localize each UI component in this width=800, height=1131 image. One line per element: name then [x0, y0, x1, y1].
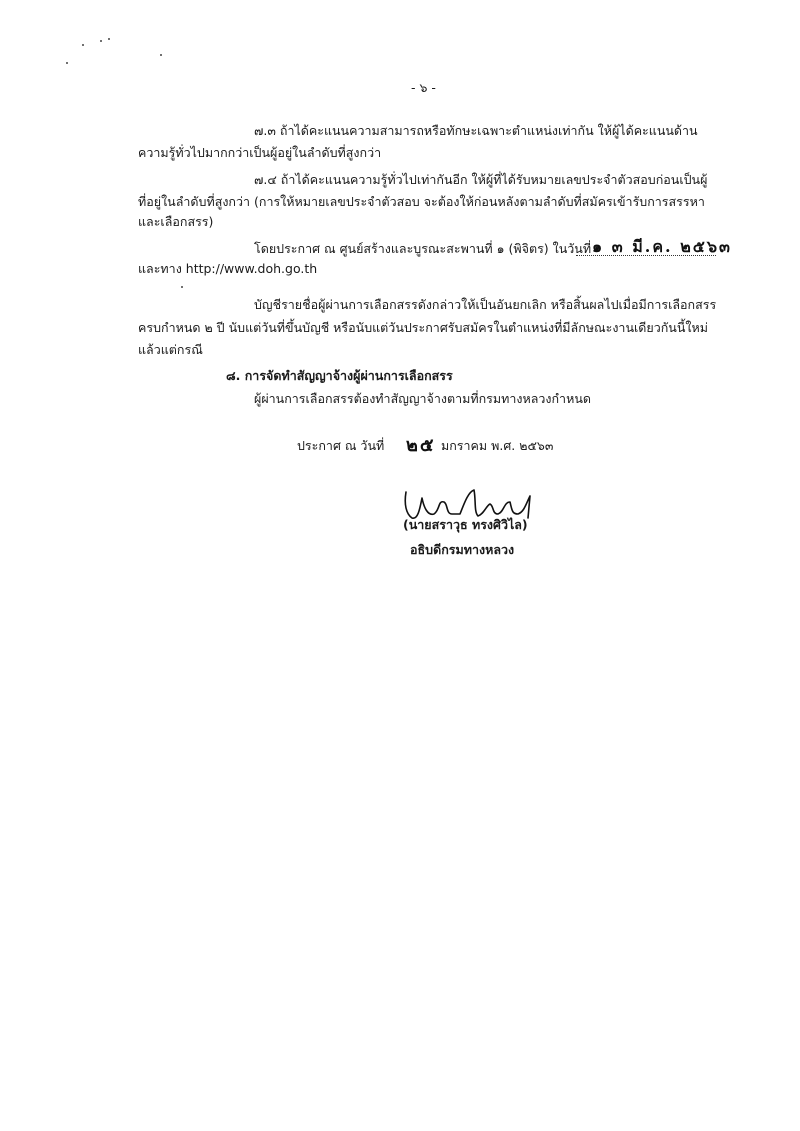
scan-speck — [100, 40, 102, 42]
signatory-name: (นายสราวุธ ทรงศิวิไล) — [403, 517, 528, 532]
dated-suffix: มกราคม พ.ศ. ๒๕๖๓ — [441, 438, 554, 453]
scan-speck — [108, 38, 110, 40]
validity-line1: บัญชีรายชื่อผู้ผ่านการเลือกสรรดังกล่าวให้เป็นอันยกเลิก หรือสิ้นผลไปเมื่อมีการเลือกสรร — [254, 297, 717, 312]
para-7-4-line3: และเลือกสรร) — [138, 214, 214, 229]
signatory-title: อธิบดีกรมทางหลวง — [410, 542, 515, 557]
scan-speck — [160, 54, 162, 56]
validity-line2: ครบกำหนด ๒ ปี นับแต่วันที่ขึ้นบัญชี หรือนับแต่วันประกาศรับสมัครในตำแหน่งที่มีลักษณะงานเดียวกันนี้ใหม่ — [138, 320, 708, 335]
announce-date-handwritten: ๑ ๓ มี.ค. ๒๕๖๓ — [592, 237, 732, 256]
dated-day-handwritten: ๒๕ — [406, 435, 436, 456]
para-7-3-line1: ๗.๓ ถ้าได้คะแนนความสามารถหรือทักษะเฉพาะตำแหน่งเท่ากัน ให้ผู้ได้คะแนนด้าน — [254, 123, 698, 138]
announce-line1: โดยประกาศ ณ ศูนย์สร้างและบูรณะสะพานที่ ๑ (พิจิตร) ในวันที่ — [254, 241, 592, 256]
page-number: - ๖ - — [411, 80, 436, 95]
scan-speck — [181, 286, 183, 288]
announce-line2: และทาง http://www.doh.go.th — [138, 261, 318, 276]
validity-line3: แล้วแต่กรณี — [138, 342, 203, 357]
para-7-4-line2: ที่อยู่ในลำดับที่สูงกว่า (การให้หมายเลขประจำตัวสอบ จะต้องให้ก่อนหลังตามลำดับที่สมัครเข้ารับการสรรหา — [138, 194, 705, 209]
para-7-4-line1: ๗.๔ ถ้าได้คะแนนความรู้ทั่วไปเท่ากันอีก ให้ผู้ที่ได้รับหมายเลขประจำตัวสอบก่อนเป็นผู้ — [254, 172, 708, 187]
section-8-heading: ๘. การจัดทำสัญญาจ้างผู้ผ่านการเลือกสรร — [226, 368, 453, 383]
scan-speck — [66, 62, 68, 64]
dated-prefix: ประกาศ ณ วันที่ — [297, 438, 385, 453]
para-7-3-line2: ความรู้ทั่วไปมากกว่าเป็นผู้อยู่ในลำดับที่สูงกว่า — [138, 145, 382, 160]
section-8-body: ผู้ผ่านการเลือกสรรต้องทำสัญญาจ้างตามที่กรมทางหลวงกำหนด — [254, 391, 591, 406]
scan-speck — [82, 44, 84, 46]
